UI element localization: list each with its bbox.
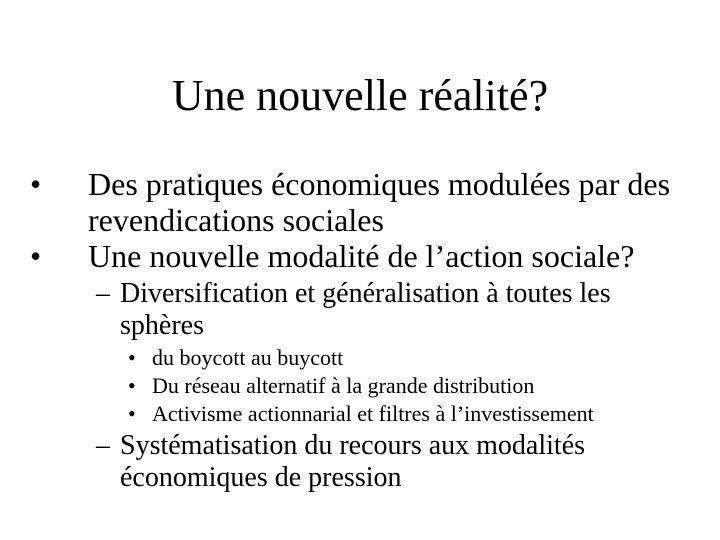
- slide-title: Une nouvelle réalité?: [171, 71, 549, 120]
- sub-item-text: Systématisation du recours aux modalités économiques de pression: [120, 430, 586, 493]
- bullet-marker: •: [128, 345, 136, 370]
- bullet-marker: •: [30, 238, 42, 274]
- sub-sub-item-text: du boycott au buycott: [152, 345, 344, 370]
- sub-sub-item-text: Activisme actionnarial et filtres à l’investissement: [152, 401, 594, 426]
- bullet-text: Des pratiques économiques modulées par des revendications sociales: [88, 166, 671, 238]
- bullet-marker: •: [30, 166, 42, 202]
- bullet-marker: •: [128, 401, 136, 426]
- bullet-marker: •: [128, 373, 136, 398]
- dash-marker: –: [96, 278, 110, 309]
- bullet-text: Une nouvelle modalité de l’action sociale?: [88, 238, 635, 274]
- sub-item-text: Diversification et généralisation à toutes les sphères: [120, 278, 611, 341]
- sub-sub-item-text: Du réseau alternatif à la grande distribution: [152, 373, 535, 398]
- dash-marker: –: [96, 430, 110, 461]
